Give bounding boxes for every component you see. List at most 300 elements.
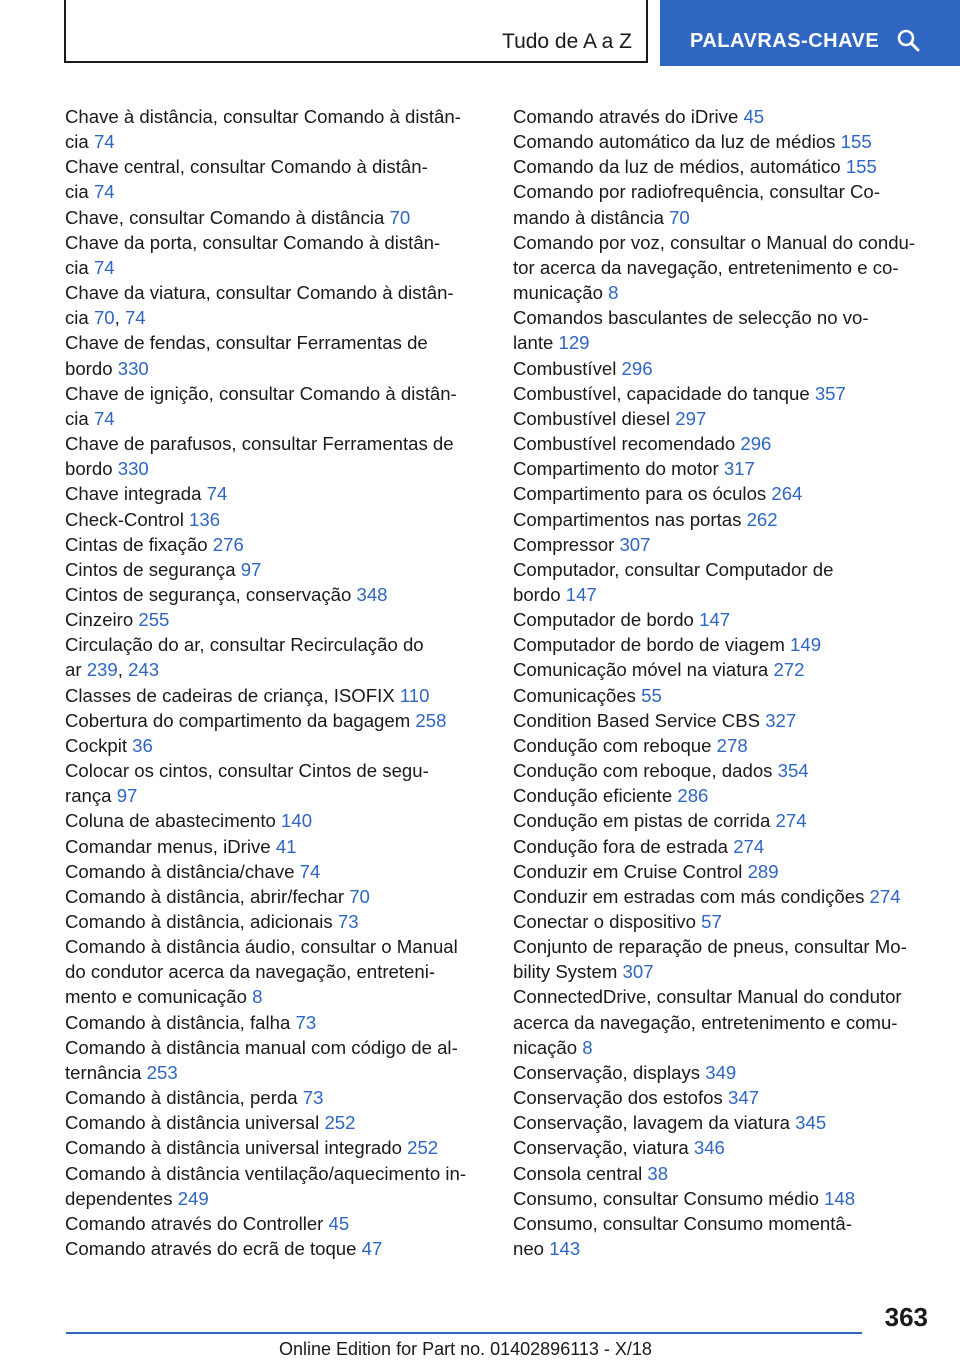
index-entry-text	[65, 909, 477, 934]
index-entry-label: Combustível	[513, 357, 622, 379]
index-entry-label: Conduzir em estradas com más condições	[513, 885, 870, 907]
index-entry-label: Coluna de abastecimento	[65, 810, 282, 832]
index-entry-text	[513, 683, 933, 708]
index-column-right	[513, 104, 933, 1261]
index-entry-text	[65, 582, 477, 607]
index-entry-label: Comando por voz, consultar o Manual do condu-	[513, 231, 916, 253]
index-entry-label: Chave de ignição, consultar Comando à distân-	[65, 382, 457, 404]
index-entry-label: Conservação dos estofos	[513, 1087, 728, 1109]
index-entry	[513, 406, 933, 431]
index-entry-label: Conservação, displays	[513, 1061, 706, 1083]
index-entry	[65, 884, 477, 909]
page-reference-link[interactable]: 348	[356, 583, 388, 605]
index-entry-label: Comando à distância universal integrado	[65, 1137, 408, 1159]
index-entry	[65, 1010, 477, 1035]
index-entry	[513, 179, 933, 229]
index-entry-text	[65, 808, 477, 833]
index-entry-text	[513, 1236, 933, 1261]
index-entry	[513, 733, 933, 758]
index-entry	[513, 884, 933, 909]
index-entry-label: Chave integrada	[65, 483, 207, 505]
index-entry-label: Comandos basculantes de selecção no vo-	[513, 307, 869, 329]
page-reference-link[interactable]: 327	[765, 709, 797, 731]
page-reference-link[interactable]: 149	[790, 634, 822, 656]
index-column-left	[65, 104, 477, 1261]
index-entry-text	[513, 1035, 933, 1060]
index-entry-text	[65, 984, 477, 1009]
index-entry-text	[65, 381, 477, 406]
page-reference-link[interactable]: 74	[93, 131, 115, 153]
index-entry	[513, 230, 933, 305]
index-entry-text	[513, 507, 933, 532]
index-entry-label: Comando através do Controller	[65, 1212, 329, 1234]
page-reference-link[interactable]: 36	[132, 734, 153, 756]
index-entry	[65, 733, 477, 758]
footer-divider	[66, 1332, 862, 1334]
index-entry-text	[65, 783, 477, 808]
page-reference-link[interactable]: 70	[93, 307, 115, 329]
index-entry-label: Comando através do ecrã de toque	[65, 1238, 362, 1260]
page-reference-link[interactable]: 147	[565, 583, 597, 605]
index-entry-label: Consumo, consultar Consumo momentâ-	[513, 1212, 852, 1234]
index-entry	[513, 683, 933, 708]
index-entry-label: Computador de bordo	[513, 609, 700, 631]
index-entry-label: Conservação, lavagem da viatura	[513, 1112, 796, 1134]
page-reference-link[interactable]: 317	[723, 458, 755, 480]
index-entry	[65, 808, 477, 833]
index-entry-label: nicação	[513, 1036, 583, 1058]
index-entry-text	[513, 657, 933, 682]
index-entry-text	[65, 356, 477, 381]
index-entry-label: Condução com reboque	[513, 734, 717, 756]
index-entry-text	[65, 129, 477, 154]
index-entry-label: Consumo, consultar Consumo médio	[513, 1187, 825, 1209]
page-reference-link[interactable]: 74	[93, 256, 115, 278]
index-entry-text	[513, 1085, 933, 1110]
index-entry	[513, 657, 933, 682]
page-reference-link[interactable]: 74	[206, 483, 228, 505]
index-entry-label: Comando à distância manual com código de al-	[65, 1036, 458, 1058]
index-entry-label: neo	[513, 1238, 550, 1260]
page-reference-link[interactable]: 239	[86, 659, 118, 681]
index-entry-label: Chave central, consultar Comando à distân-	[65, 156, 428, 178]
index-entry	[513, 1135, 933, 1160]
page-reference-link[interactable]: 129	[558, 332, 590, 354]
page-reference-link[interactable]: 74	[93, 181, 115, 203]
index-entry-label: mando à distância	[513, 206, 670, 228]
index-entry-label: Compressor	[513, 533, 620, 555]
index-entry-text	[65, 1236, 477, 1261]
search-icon[interactable]	[896, 28, 920, 52]
index-entry-label: tor acerca da navegação, entretenimento e co-	[513, 256, 899, 278]
index-entry-text	[513, 1135, 933, 1160]
page-reference-link[interactable]: 73	[337, 911, 359, 932]
page-reference-link[interactable]: 73	[302, 1087, 324, 1109]
index-entry-label: Compartimento do motor	[513, 458, 724, 480]
index-entry-label: Comando à distância, perda	[65, 1087, 303, 1109]
index-entry	[513, 934, 933, 984]
index-entry-label: Cintos de segurança	[65, 558, 241, 580]
index-entry-label: Colocar os cintos, consultar Cintos de segu-	[65, 760, 429, 782]
page-reference-link[interactable]: 45	[328, 1212, 350, 1234]
index-entry	[513, 305, 933, 355]
index-entry-text	[65, 507, 477, 532]
index-entry-label: Combustível recomendado	[513, 433, 741, 455]
index-entry-label: Consola central	[513, 1162, 648, 1184]
index-entry-label: Combustível, capacidade do tanque	[513, 382, 815, 404]
index-entry	[65, 632, 477, 682]
keywords-tab-label: PALAVRAS-CHAVE	[690, 30, 880, 52]
index-entry-label: Comando à distância ventilação/aquecimento in-	[65, 1162, 467, 1184]
page-reference-link[interactable]: 110	[399, 684, 430, 706]
index-entry-text	[65, 1186, 477, 1211]
page-reference-link[interactable]: 278	[716, 734, 748, 756]
index-entry-label: Conduzir em Cruise Control	[513, 860, 748, 882]
index-entry-text	[513, 381, 933, 406]
page-reference-link[interactable]: 155	[840, 131, 872, 153]
index-entry-label: Comunicação móvel na viatura	[513, 659, 774, 681]
index-entry	[65, 481, 477, 506]
index-entry-label: Chave da porta, consultar Comando à distân-	[65, 231, 441, 253]
page-reference-link[interactable]: 330	[117, 458, 149, 480]
index-entry-text	[513, 532, 933, 557]
page-reference-link[interactable]: 148	[824, 1187, 856, 1209]
index-entry-label: cia	[65, 256, 94, 278]
index-entry-text	[65, 1211, 477, 1236]
index-entry-text	[513, 834, 933, 859]
index-entry	[65, 154, 477, 204]
index-entry-label: Condução fora de estrada	[513, 835, 734, 857]
page-reference-link[interactable]: 345	[795, 1112, 827, 1134]
index-entry-label: Chave de parafusos, consultar Ferramentas de	[65, 433, 454, 455]
page-reference-link[interactable]: 296	[740, 433, 772, 455]
keywords-tab[interactable]	[660, 0, 960, 66]
index-entry-label: Comando à distância, falha	[65, 1011, 296, 1033]
section-title: Tudo de A a Z	[502, 30, 632, 53]
index-entry-label: ternância	[65, 1061, 147, 1083]
index-entry-label: Conectar o dispositivo	[513, 911, 702, 932]
index-entry-text	[513, 255, 933, 280]
index-entry-text	[65, 280, 477, 305]
index-entry	[513, 758, 933, 783]
index-entry-text	[65, 834, 477, 859]
page-reference-link[interactable]: 354	[777, 760, 809, 782]
index-entry-text	[513, 557, 933, 582]
index-entry-label: bility System	[513, 961, 623, 983]
index-entry	[65, 758, 477, 808]
index-entry	[513, 557, 933, 607]
page-reference-link[interactable]: 274	[869, 885, 901, 907]
index-entry-text	[513, 1211, 933, 1236]
index-entry-label: lante	[513, 332, 559, 354]
index-entry-text	[513, 582, 933, 607]
index-entry	[65, 683, 477, 708]
page-reference-link[interactable]: 296	[621, 357, 653, 379]
index-entry	[513, 431, 933, 456]
index-entry-text	[65, 1135, 477, 1160]
page-reference-link[interactable]: 74	[124, 307, 146, 329]
index-entry-label: rança	[65, 785, 117, 807]
index-entry-label: Comando à distância, adicionais	[65, 911, 338, 932]
page-reference-link[interactable]: 147	[699, 609, 731, 631]
index-entry-label: Check-Control	[65, 508, 190, 530]
index-entry	[513, 356, 933, 381]
index-entry-text	[513, 205, 933, 230]
index-entry-text	[65, 104, 477, 129]
index-entry-text	[513, 129, 933, 154]
page-reference-link[interactable]: 38	[647, 1162, 669, 1184]
index-entry-text	[65, 154, 477, 179]
index-entry-label: Cintas de fixação	[65, 533, 213, 555]
page-reference-link[interactable]: 258	[415, 709, 447, 731]
index-entry-text	[65, 683, 477, 708]
index-entry	[65, 230, 477, 280]
index-entry-label: Chave, consultar Comando à distância	[65, 206, 390, 228]
index-entry-label: Condition Based Service CBS	[513, 709, 766, 731]
index-entry-text	[513, 356, 933, 381]
index-entry-text	[513, 330, 933, 355]
page-reference-link[interactable]: 307	[622, 961, 654, 983]
page-reference-link[interactable]: 70	[669, 206, 690, 228]
index-entry-text	[513, 104, 933, 129]
index-entry-text	[513, 1110, 933, 1135]
index-entry-label: municação	[513, 282, 609, 304]
page-reference-link[interactable]: 252	[407, 1137, 439, 1159]
index-entry	[65, 431, 477, 481]
page-reference-link[interactable]: 274	[775, 810, 807, 832]
index-entry	[65, 1161, 477, 1211]
index-entry-text	[513, 884, 933, 909]
page-reference-link[interactable]: 274	[733, 835, 765, 857]
index-entry-text	[65, 406, 477, 431]
page-reference-link[interactable]: 297	[675, 407, 707, 429]
index-entry-label: bordo	[513, 583, 566, 605]
page-reference-link[interactable]: 330	[117, 357, 149, 379]
index-entry-text	[65, 1161, 477, 1186]
index-entry-label: bordo	[65, 357, 118, 379]
index-entry	[65, 834, 477, 859]
index-entry-text	[65, 330, 477, 355]
index-entry	[513, 1085, 933, 1110]
page-reference-link[interactable]: 357	[814, 382, 846, 404]
index-entry-text	[65, 758, 477, 783]
page-reference-link[interactable]: 73	[295, 1011, 317, 1033]
page-reference-link[interactable]: 45	[743, 106, 765, 127]
index-entry-text	[513, 1161, 933, 1186]
page-reference-link[interactable]: 136	[189, 508, 221, 530]
page-reference-link[interactable]: 70	[389, 206, 411, 228]
index-entry-text	[513, 406, 933, 431]
index-entry-label: Computador, consultar Computador de	[513, 558, 834, 580]
page-reference-link[interactable]: 8	[252, 986, 263, 1008]
index-entry-text	[513, 758, 933, 783]
index-entry	[513, 632, 933, 657]
page-reference-link[interactable]: 264	[771, 483, 803, 505]
page-reference-link[interactable]: 276	[212, 533, 244, 555]
page-reference-link[interactable]: 57	[701, 911, 722, 932]
index-entry-label: Circulação do ar, consultar Recirculação do	[65, 634, 424, 656]
index-entry-text	[513, 632, 933, 657]
index-entry-label: Conjunto de reparação de pneus, consultar Mo-	[513, 936, 907, 958]
index-entry-label: Comando à distância áudio, consultar o Manual	[65, 936, 458, 958]
index-entry-text	[513, 1010, 933, 1035]
index-entry-label: Combustível diesel	[513, 407, 676, 429]
page-reference-link[interactable]: 272	[773, 659, 805, 681]
index-entry-text: cia 70, 74	[65, 307, 146, 329]
index-entry-label: Condução em pistas de corrida	[513, 810, 776, 832]
index-entry-text	[513, 984, 933, 1009]
index-entry	[65, 582, 477, 607]
index-entry-label: cia	[65, 131, 94, 153]
index-entry-label: Classes de cadeiras de criança, ISOFIX	[65, 684, 400, 706]
index-entry-label: Comando à distância/chave	[65, 860, 300, 882]
index-entry-text	[513, 783, 933, 808]
index-entry-text	[65, 431, 477, 456]
index-entry	[513, 507, 933, 532]
index-entry-text	[513, 481, 933, 506]
index-entry-label: Comando à distância universal	[65, 1112, 325, 1134]
index-entry-label: Comando à distância, abrir/fechar	[65, 885, 350, 907]
index-entry-text	[65, 481, 477, 506]
page-reference-link[interactable]: 253	[146, 1061, 178, 1083]
index-entry-text	[65, 884, 477, 909]
index-entry-text	[65, 456, 477, 481]
index-entry-label: Comando através do iDrive	[513, 106, 744, 127]
index-entry-label: ConnectedDrive, consultar Manual do condutor	[513, 986, 902, 1008]
index-entry-text	[65, 1110, 477, 1135]
index-entry	[65, 607, 477, 632]
page-reference-link[interactable]: 249	[177, 1187, 209, 1209]
index-entry-text	[513, 708, 933, 733]
page-reference-link[interactable]: 286	[677, 785, 709, 807]
index-entry	[65, 909, 477, 934]
index-entry-label: cia	[65, 181, 94, 203]
page-reference-link[interactable]: 307	[619, 533, 651, 555]
index-entry-label: dependentes	[65, 1187, 178, 1209]
index-entry	[65, 1135, 477, 1160]
index-entry-label: Comando da luz de médios, automático	[513, 156, 846, 178]
page-reference-link[interactable]: 140	[281, 810, 313, 832]
page-reference-link[interactable]: 97	[240, 558, 262, 580]
page-reference-link[interactable]: 143	[549, 1238, 581, 1260]
index-entry	[513, 1060, 933, 1085]
index-entry-text	[513, 154, 933, 179]
index-entry	[513, 859, 933, 884]
page-reference-link[interactable]: 74	[299, 860, 321, 882]
page-reference-link[interactable]: 55	[641, 684, 662, 706]
index-entry-text	[513, 808, 933, 833]
index-entry	[513, 808, 933, 833]
index-entry-text: ar 239, 243	[65, 659, 160, 681]
index-entry-text	[65, 1060, 477, 1085]
index-entry	[513, 783, 933, 808]
page-reference-link[interactable]: 289	[747, 860, 779, 882]
page-reference-link[interactable]: 97	[116, 785, 138, 807]
index-entry-label: Compartimentos nas portas	[513, 508, 747, 530]
index-entry	[513, 1110, 933, 1135]
page-reference-link[interactable]: 346	[693, 1137, 725, 1159]
index-entry-text	[513, 280, 933, 305]
index-entry-text	[513, 909, 933, 934]
index-entry-text	[513, 1186, 933, 1211]
index-entry-text	[513, 959, 933, 984]
page-reference-link[interactable]: 255	[138, 609, 170, 631]
index-entry-text	[65, 733, 477, 758]
index-entry-label: bordo	[65, 458, 118, 480]
index-entry-label: Cockpit	[65, 734, 133, 756]
section-header	[64, 0, 648, 63]
footer-edition-text: Online Edition for Part no. 01402896113 - X/18	[279, 1339, 652, 1359]
page-reference-link[interactable]: 243	[128, 659, 160, 681]
page-reference-link[interactable]: 8	[582, 1036, 593, 1058]
index-entry	[65, 1035, 477, 1085]
index-entry-label: mento e comunicação	[65, 986, 253, 1008]
index-entry-text	[65, 557, 477, 582]
index-entry-label: Comandar menus, iDrive	[65, 835, 276, 857]
index-entry-text	[65, 205, 477, 230]
index-entry-label: Chave de fendas, consultar Ferramentas de	[65, 332, 428, 354]
index-entry-label: ar	[65, 659, 87, 681]
index-entry-label: Comando por radiofrequência, consultar Co-	[513, 181, 880, 203]
index-entry-text	[513, 305, 933, 330]
index-entry	[513, 532, 933, 557]
page-reference-link[interactable]: 8	[608, 282, 619, 304]
index-entry	[65, 1085, 477, 1110]
page-reference-link[interactable]: 74	[93, 407, 115, 429]
index-entry	[65, 557, 477, 582]
index-entry-text	[513, 456, 933, 481]
index-entry-text	[513, 859, 933, 884]
index-entry-text	[65, 632, 477, 657]
index-entry-label: Cintos de segurança, conservação	[65, 583, 357, 605]
index-entry-label: Computador de bordo de viagem	[513, 634, 791, 656]
index-entry	[513, 381, 933, 406]
page-reference-link[interactable]: 349	[705, 1061, 737, 1083]
page-reference-link[interactable]: 262	[746, 508, 778, 530]
index-entry-label: Cobertura do compartimento da bagagem	[65, 709, 416, 731]
index-entry-label: cia	[65, 307, 94, 329]
index-entry-text	[513, 431, 933, 456]
index-entry-text	[513, 179, 933, 204]
index-entry-text	[513, 934, 933, 959]
index-entry-label: Chave à distância, consultar Comando à distân-	[65, 106, 461, 127]
index-entry-text	[65, 934, 477, 959]
index-entry	[513, 834, 933, 859]
index-entry-text	[65, 230, 477, 255]
index-entry-label: Condução eficiente	[513, 785, 678, 807]
page-reference-link[interactable]: 155	[845, 156, 877, 178]
page-reference-link[interactable]: 70	[349, 885, 370, 907]
index-entry-text	[513, 733, 933, 758]
index-entry	[513, 984, 933, 1059]
page-reference-link[interactable]: 347	[727, 1087, 760, 1109]
index-entry-text	[65, 708, 477, 733]
index-entry-text	[513, 230, 933, 255]
index-entry-text	[65, 255, 477, 280]
page-reference-link[interactable]: 47	[361, 1238, 383, 1260]
index-entry	[513, 456, 933, 481]
index-entry	[513, 708, 933, 733]
index-entry	[513, 129, 933, 154]
index-entry-text	[65, 1085, 477, 1110]
page-reference-link[interactable]: 252	[324, 1112, 356, 1134]
index-entry	[513, 154, 933, 179]
page-reference-link[interactable]: 41	[275, 835, 297, 857]
index-entry-text	[65, 959, 477, 984]
index-entry-label: do condutor acerca da navegação, entreteni-	[65, 961, 436, 983]
index-entry	[513, 1161, 933, 1186]
index-entry-text	[65, 532, 477, 557]
